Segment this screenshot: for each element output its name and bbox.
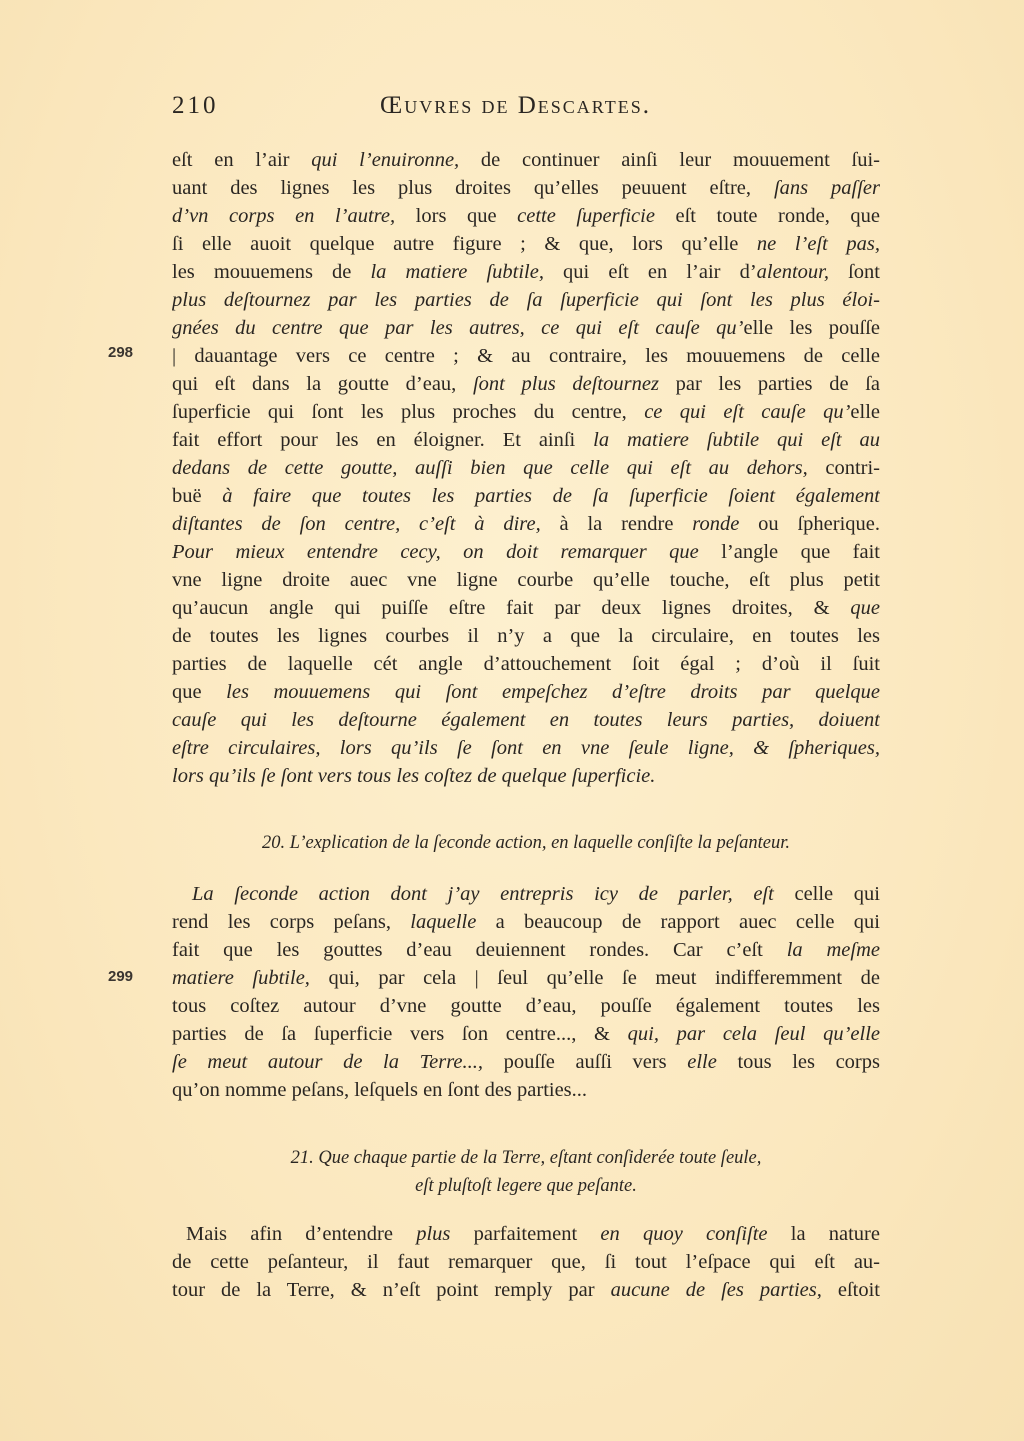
italic-run: matiere ſubtile, [172,967,310,989]
italic-run: dedans de cette goutte, auſſi bien que celle qui eſt au dehors, [172,457,808,479]
margin-number-298: 298 [108,344,134,361]
text-line [172,202,880,230]
text-run: parfaitement [450,1223,601,1245]
text-line [172,1248,880,1276]
italic-run: gnées du centre que par les autres, ce qui eſt cauſe qu’ [172,317,744,339]
italic-run: en quoy conſiſte [600,1223,768,1245]
paragraph-2 [172,880,880,1104]
italic-run: alentour, [756,261,829,283]
text-line [172,992,880,1020]
page-number: 210 [172,92,219,119]
text-run: les mouuemens de [172,261,371,283]
text-run: ſuperficie qui ſont les plus proches du centre, [172,401,645,423]
section-heading-20 [172,829,880,857]
text-run: pouſſe auſſi vers [483,1051,688,1073]
text-line [172,286,880,314]
italic-run: laquelle [410,911,477,933]
italic-run: ne l’eſt pas, [756,233,880,255]
paragraph-3 [172,1220,880,1304]
italic-run: la matiere ſubtile qui eſt au [593,429,880,451]
italic-run: à faire que toutes les parties de ſa ſuperficie ſoient également [222,485,880,507]
text-line [172,510,880,538]
text-run: a beaucoup de rapport auec celle qui [476,911,880,933]
text-run: à la rendre [540,513,693,535]
heading-21-line-1: 21. Que chaque partie de la Terre, eſtant conſiderée toute ſeule, [290,1148,762,1168]
text-run: buë [172,485,223,507]
text-line [172,1020,880,1048]
italic-run: que [850,597,880,619]
text-run: elle les pouſſe [743,317,880,339]
text-run: eſtoit [821,1279,880,1301]
text-run: tour de la Terre, & n’eſt point remply par [172,1279,611,1301]
text-run: qu’on nomme peſans, leſquels en ſont des parties... [172,1079,588,1101]
text-run: | dauantage vers ce centre ; & au contraire, les mouuemens de celle [172,345,880,367]
text-run: qu’aucun angle qui puiſſe eſtre fait par deux lignes droites, & [172,597,851,619]
italic-run: elle [687,1051,717,1073]
text-run: de toutes les lignes courbes il n’y a que la circulaire, en toutes les [172,625,880,647]
text-run: ou ſpherique. [739,513,880,535]
text-line [172,1076,880,1104]
text-line [172,314,880,342]
italic-run: les mouuemens qui ſont empeſchez d’eſtre droits par quelque [226,681,880,703]
italic-run: la matiere ſubtile, [370,261,544,283]
text-run: vne ligne droite auec vne ligne courbe qu’elle touche, eſt plus petit [172,569,880,591]
margin-number-299: 299 [108,968,134,985]
text-run: l’angle que fait [698,541,880,563]
text-line [172,1048,880,1076]
text-run: la nature [767,1223,880,1245]
text-run: parties de ſa ſuperficie vers ſon centre..., & [172,1023,628,1045]
section-heading-21 [172,1144,880,1200]
text-run: tous les corps [716,1051,880,1073]
italic-run: La ſeconde action dont j’ay entrepris icy de parler, eſt [192,883,774,905]
text-line [172,146,880,174]
italic-run: ſans paſſer [773,177,880,199]
italic-run: Pour mieux entendre cecy, on doit remarquer que [172,541,699,563]
text-run: par les parties de ſa [658,373,880,395]
text-run: ſi elle auoit quelque autre figure ; & que, lors qu’elle [172,233,757,255]
italic-run: plus deſtournez par les parties de ſa ſuperficie qui ſont les plus éloi- [172,289,880,311]
italic-run: ronde [692,513,740,535]
text-line [172,762,880,790]
italic-run: ce qui eſt cauſe qu’ [644,401,851,423]
text-line [172,370,880,398]
text-run: fait effort pour les en éloigner. Et ainſi [172,429,594,451]
text-line [172,258,880,286]
text-line [172,566,880,594]
text-run: de continuer ainſi leur mouuement ſui- [459,149,880,171]
paragraph-1 [172,146,880,790]
text-line [172,538,880,566]
text-line [172,398,880,426]
text-line [172,650,880,678]
text-run: parties de laquelle cét angle d’attouchement ſoit égal ; d’où il ſuit [172,653,880,675]
heading-21-line-2: eſt pluſtoſt legere que peſante. [415,1176,637,1196]
text-run: de cette peſanteur, il faut remarquer que, ſi tout l’eſpace qui eſt au- [172,1251,880,1273]
text-run: qui, par cela | ſeul qu’elle ſe meut indifferemment de [309,967,880,989]
italic-run: d’vn corps en l’autre, [172,205,396,227]
text-run: celle qui [773,883,880,905]
text-line [172,734,880,762]
text-line [172,482,880,510]
text-run: contri- [807,457,880,479]
italic-run: ſe meut autour de la Terre..., [172,1051,484,1073]
text-run: uant des lignes les plus droites qu’elles peuuent eſtre, [172,177,774,199]
text-line [172,1276,880,1304]
text-line [172,706,880,734]
text-run: que [172,681,227,703]
text-line [172,1220,880,1248]
text-line [172,936,880,964]
text-run: elle [850,401,880,423]
text-line [172,678,880,706]
text-line [172,964,880,992]
text-run: qui eſt en l’air d’ [543,261,757,283]
running-title: Œuvres de Descartes. [380,92,651,119]
italic-run: plus [416,1223,451,1245]
italic-run: cette ſuperficie [517,205,655,227]
page-header [0,92,1024,132]
text-run: qui eſt dans la goutte d’eau, [172,373,473,395]
text-line [172,622,880,650]
italic-run: diſtantes de ſon centre, c’eſt à dire, [172,513,541,535]
text-run: rend les corps peſans, [172,911,411,933]
text-line [172,454,880,482]
text-line [172,908,880,936]
text-run: eſt en l’air [172,149,312,171]
text-line [172,342,880,370]
italic-run: qui l’enuironne, [311,149,460,171]
text-run: ſont [829,261,880,283]
text-line [172,880,880,908]
text-line [172,174,880,202]
italic-run: aucune de ſes parties, [610,1279,822,1301]
text-line [172,230,880,258]
italic-run: eſtre circulaires, lors qu’ils ſe ſont en vne ſeule ligne, & ſpheriques, [172,737,880,759]
text-line [172,594,880,622]
text-line [172,426,880,454]
text-run: tous coſtez autour d’vne goutte d’eau, pouſſe également toutes les [172,995,880,1017]
text-run: fait que les gouttes d’eau deuiennent rondes. Car c’eſt [172,939,787,961]
italic-run: ſont plus deſtournez [472,373,659,395]
italic-run: lors qu’ils ſe ſont vers tous les coſtez de quelque ſuperficie. [172,765,656,787]
text-run: Mais afin d’entendre [186,1223,417,1245]
text-run: eſt toute ronde, que [654,205,880,227]
text-run: lors que [395,205,518,227]
heading-20: 20. L’explication de la ſeconde action, en laquelle conſiſte la peſanteur. [262,833,790,853]
italic-run: la meſme [786,939,880,961]
italic-run: qui, par cela ſeul qu’elle [627,1023,880,1045]
italic-run: cauſe qui les deſtourne également en toutes leurs parties, doiuent [172,709,880,731]
